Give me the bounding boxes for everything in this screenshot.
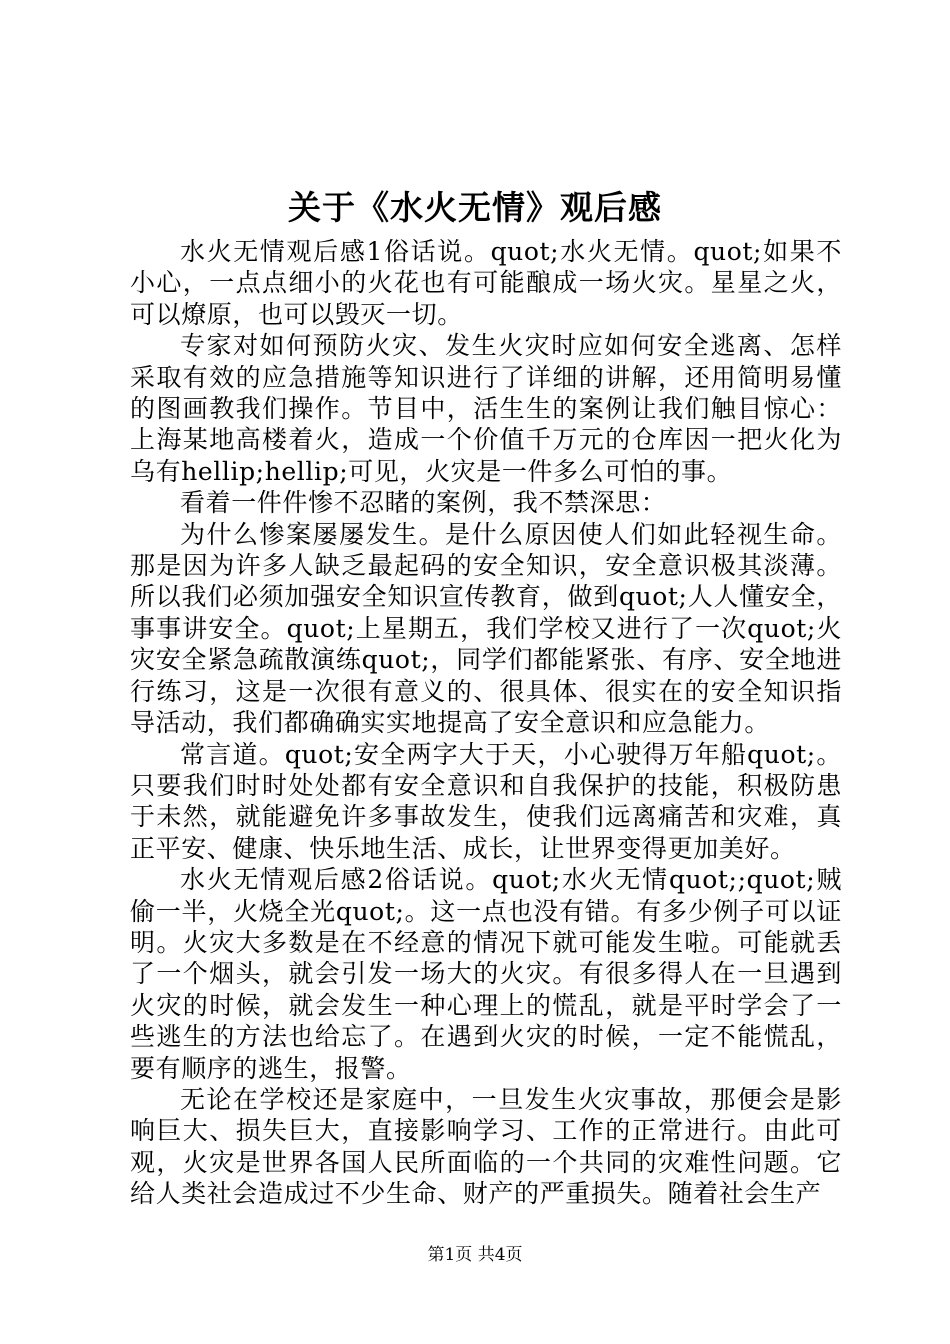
paragraph-4: 为什么惨案屡屡发生。是什么原因使人们如此轻视生命。那是因为许多人缺乏最起码的安全知识，安全意识极其淡薄。所以我们必须加强安全知识宣传教育，做到quot;人人懂安全，事事讲安全。quot;上星期五，我们学校又进行了一次quot;火灾安全紧急疏散演练quot;，同学们都能紧张、有序、安全地进行练习，这是一次很有意义的、很具体、很实在的安全知识指导活动，我们都确确实实地提高了安全意识和应急能力。 xyxy=(130,519,842,738)
paragraph-3: 看着一件件惨不忍睹的案例，我不禁深思： xyxy=(180,488,667,518)
paragraph-7: 无论在学校还是家庭中，一旦发生火灾事故，那便会是影响巨大、损失巨大，直接影响学习、工作的正常进行。由此可观，火灾是世界各国人民所面临的一个共同的灾难性问题。它给人类社会造成过不少生命、财产的严重损失。随着社会生产 xyxy=(130,1084,842,1209)
page-number-footer: 第1页 共4页 xyxy=(427,1245,523,1265)
document-title: 关于《水火无情》观后感 xyxy=(288,188,662,227)
paragraph-5: 常言道。quot;安全两字大于天，小心驶得万年船quot;。只要我们时时处处都有安全意识和自我保护的技能，积极防患于未然，就能避免许多事故发生，使我们远离痛苦和灾难，真正平安、健康、快乐地生活、成长，让世界变得更加美好。 xyxy=(130,739,842,863)
paragraph-2: 专家对如何预防火灾、发生火灾时应如何安全逃离、怎样采取有效的应急措施等知识进行了详细的讲解，还用简明易懂的图画教我们操作。节目中，活生生的案例让我们触目惊心：上海某地高楼着火，造成一个价值千万元的仓库因一把火化为乌有hellip;hellip;可见，火灾是一件多么可怕的事。 xyxy=(130,331,842,486)
document-body xyxy=(130,236,842,1210)
paragraph-6: 水火无情观后感2俗话说。quot;水火无情quot;;quot;贼偷一半，火烧全光quot;。这一点也没有错。有多少例子可以证明。火灾大多数是在不经意的情况下就可能发生啦。可能就丢了一个烟头，就会引发一场大的火灾。有很多得人在一旦遇到火灾的时候，就会发生一种心理上的慌乱，就是平时学会了一些逃生的方法也给忘了。在遇到火灾的时候，一定不能慌乱，要有顺序的逃生，报警。 xyxy=(130,865,842,1083)
paragraph-1: 水火无情观后感1俗话说。quot;水火无情。quot;如果不小心，一点点细小的火花也有可能酿成一场火灾。星星之火，可以燎原，也可以毁灭一切。 xyxy=(130,237,842,329)
